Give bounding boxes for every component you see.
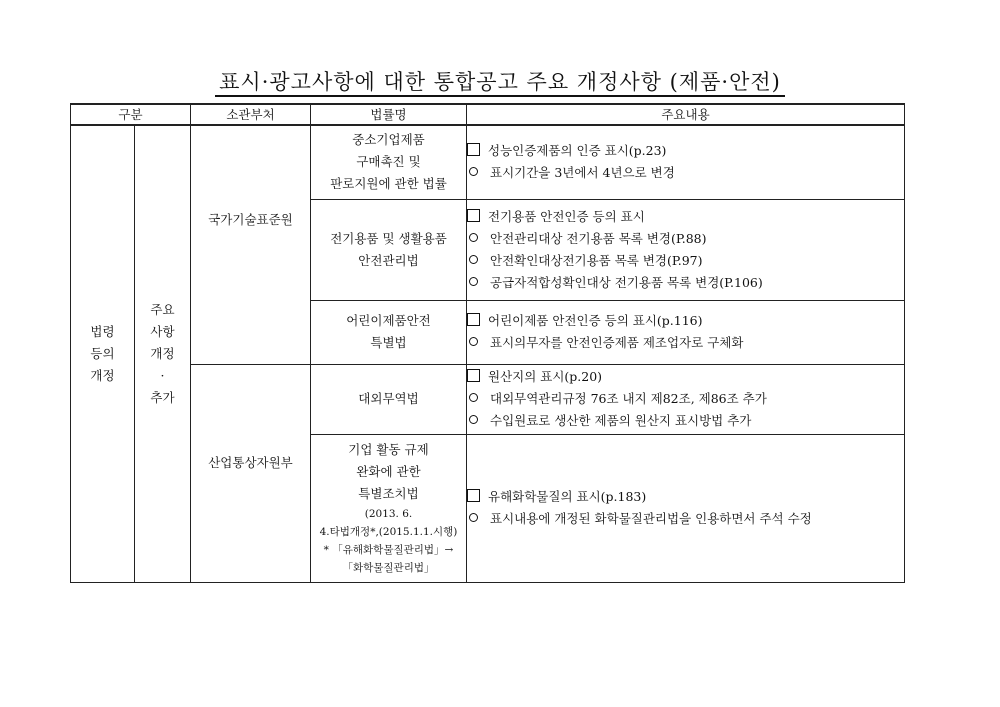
bullet-circle-icon <box>469 255 478 264</box>
law-cell: 기업 활동 규제 완화에 관한 특별조치법 (2013. 6. 4.타법개정*,(2015.1.1.시행) * 「유해화학물질관리법」→ 「화학물질관리법」 <box>311 434 467 582</box>
law-cell: 전기용품 및 생활용품 안전관리법 <box>311 199 467 300</box>
table-row <box>71 364 905 434</box>
law-cell: 대외무역법 <box>311 364 467 434</box>
checkbox-icon <box>467 209 480 222</box>
law-cell: 어린이제품안전 특별법 <box>311 300 467 364</box>
content-cell: 전기용품 안전인증 등의 표시 안전관리대상 전기용품 목록 변경(P.88) 안전확인대상전기용품 목록 변경(P.97) 공급자적합성확인대상 전기용품 목록 변경(P.106) <box>467 199 905 300</box>
checkbox-icon <box>467 313 480 326</box>
ministry-cell-2: 산업통상자원부 <box>191 364 311 582</box>
bullet-circle-icon <box>469 167 478 176</box>
bullet-circle-icon <box>469 415 478 424</box>
content-cell: 유해화학물질의 표시(p.183) 표시내용에 개정된 화학물질관리법을 인용하면서 주석 수정 <box>467 434 905 582</box>
checkbox-icon <box>467 143 480 156</box>
ministry-cell-1: 국가기술표준원 <box>191 125 311 364</box>
header-law: 법률명 <box>311 104 467 125</box>
header-ministry: 소관부처 <box>191 104 311 125</box>
law-cell: 중소기업제품 구매촉진 및 판로지원에 관한 법률 <box>311 125 467 199</box>
checkbox-icon <box>467 369 480 382</box>
content-cell: 어린이제품 안전인증 등의 표시(p.116) 표시의무자를 안전인증제품 제조업자로 구체화 <box>467 300 905 364</box>
header-content: 주요내용 <box>467 104 905 125</box>
table-header-row <box>71 104 905 125</box>
bullet-circle-icon <box>469 393 478 402</box>
page-title: 표시·광고사항에 대한 통합공고 주요 개정사항 (제품·안전) <box>0 66 1000 96</box>
bullet-circle-icon <box>469 513 478 522</box>
content-cell: 원산지의 표시(p.20) 대외무역관리규정 76조 내지 제82조, 제86조 추가 수입원료로 생산한 제품의 원산지 표시방법 추가 <box>467 364 905 434</box>
category-level1: 법령 등의 개정 <box>71 125 135 582</box>
bullet-circle-icon <box>469 337 478 346</box>
content-cell: 성능인증제품의 인증 표시(p.23) 표시기간을 3년에서 4년으로 변경 <box>467 125 905 199</box>
header-category: 구분 <box>71 104 191 125</box>
category-level2: 주요 사항 개정 · 추가 <box>135 125 191 582</box>
table-row <box>71 125 905 199</box>
revision-table <box>70 103 905 583</box>
bullet-circle-icon <box>469 233 478 242</box>
checkbox-icon <box>467 489 480 502</box>
bullet-circle-icon <box>469 277 478 286</box>
